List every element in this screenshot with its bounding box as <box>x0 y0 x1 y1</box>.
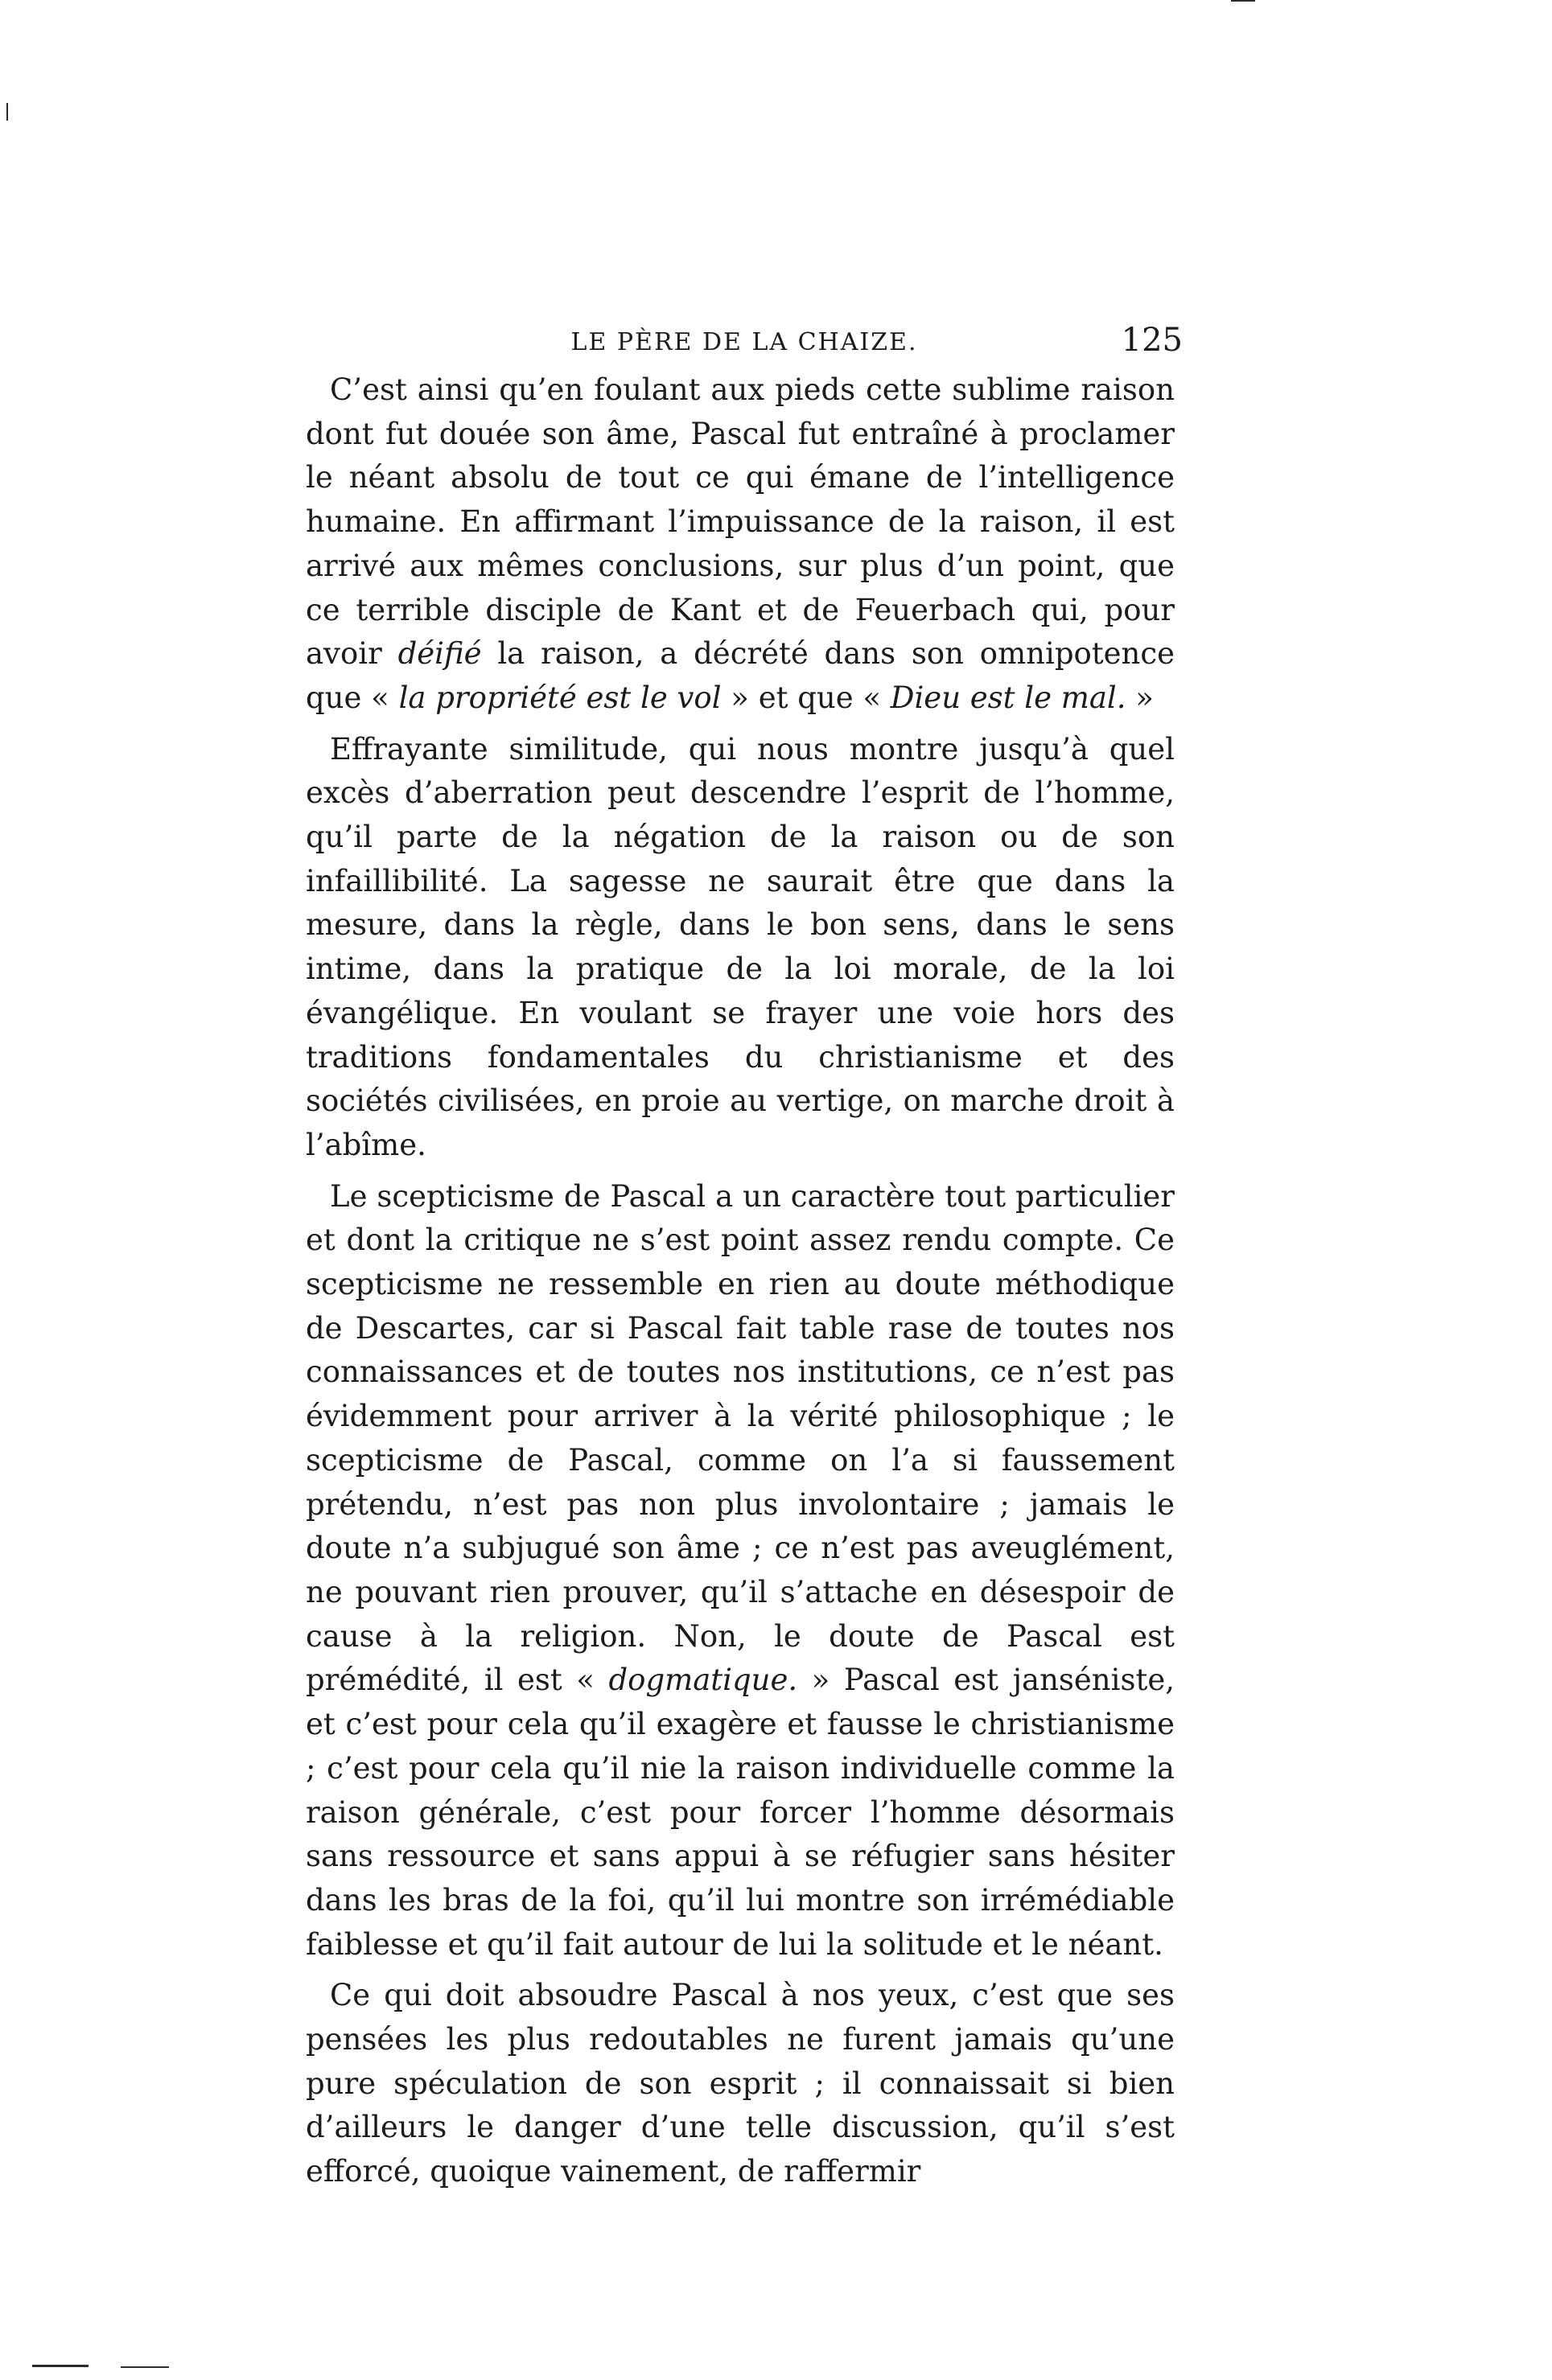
scan-mark <box>32 2365 89 2367</box>
italic-text: dogmatique. <box>608 1663 798 1698</box>
italic-text: déifié <box>397 636 482 672</box>
paragraph <box>306 728 1175 1168</box>
text-run: » Pascal est janséniste, et c’est pour cela qu’il exagère et fausse le christianisme ; c’est pour cela qu’il nie la raison individuelle comme la raison générale, c’est pour forcer l’homme désormais sans ressource et sans appui à se réfugier sans hésiter dans les bras de la foi, qu’il lui montre son irrémédiable faiblesse et qu’il fait autour de lui la solitude et le néant. <box>306 1663 1175 1962</box>
paragraph <box>306 1175 1175 1967</box>
paragraph <box>306 368 1175 721</box>
text-run: » et que « <box>721 680 891 715</box>
scan-mark <box>1231 0 1255 2</box>
page-header <box>306 322 1183 370</box>
page-number: 125 <box>1121 322 1183 359</box>
text-run: Ce qui doit absoudre Pascal à nos yeux, c’est que ses pensées les plus redoutables ne furent jamais qu’une pure spéculation de son esprit ; il connaissait si bien d’ailleurs le danger d’une telle discussion, qu’il s’est efforcé, quoique vainement, de raffermir <box>306 1978 1175 2189</box>
scan-mark <box>6 103 8 121</box>
running-head: LE PÈRE DE LA CHAIZE. <box>570 328 918 356</box>
text-run: » <box>1126 680 1154 715</box>
text-run: la raison, a décrété dans son omnipotence que « <box>306 636 1175 715</box>
italic-text: Dieu est le mal. <box>890 680 1126 715</box>
text-run: Effrayante similitude, qui nous montre jusqu’à quel excès d’aberration peut descendre l’esprit de l’homme, qu’il parte de la négation de la raison ou de son infaillibilité. La sagesse ne saurait être que dans la mesure, dans la règle, dans le bon sens, dans le sens intime, dans la pratique de la loi morale, de la loi évangélique. En voulant se frayer une voie hors des traditions fondamentales du christianisme et des sociétés civilisées, en proie au vertige, on marche droit à l’abîme. <box>306 731 1175 1162</box>
text-run: C’est ainsi qu’en foulant aux pieds cette sublime raison dont fut douée son âme, Pascal fut entraîné à proclamer le néant absolu de tout ce qui émane de l’intelligence humaine. En affirmant l’impuissance de la raison, il est arrivé aux mêmes conclusions, sur plus d’un point, que ce terrible disciple de Kant et de Feuerbach qui, pour avoir <box>306 372 1175 672</box>
body-text <box>306 368 1175 2201</box>
scan-mark <box>121 2366 169 2368</box>
text-run: Le scepticisme de Pascal a un caractère tout particulier et dont la critique ne s’est point assez rendu compte. Ce scepticisme ne ressemble en rien au doute méthodique de Descartes, car si Pascal fait table rase de toutes nos connaissances et de toutes nos institutions, ce n’est pas évidemment pour arriver à la vérité philosophique ; le scepticisme de Pascal, comme on l’a si faussement prétendu, n’est pas non plus involontaire ; jamais le doute n’a subjugué son âme ; ce n’est pas aveuglément, ne pouvant rien prouver, qu’il s’attache en désespoir de cause à la religion. Non, le doute de Pascal est prémédité, il est « <box>306 1178 1175 1698</box>
paragraph <box>306 1974 1175 2194</box>
italic-text: la propriété est le vol <box>398 680 722 715</box>
